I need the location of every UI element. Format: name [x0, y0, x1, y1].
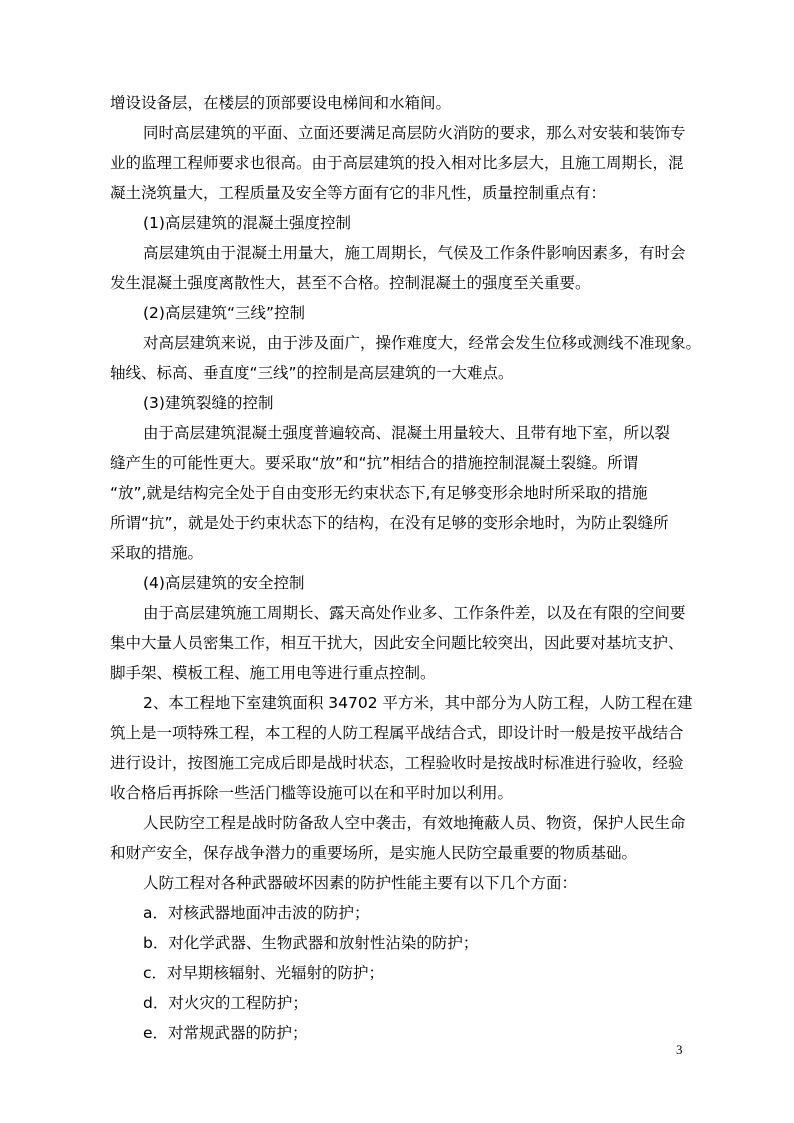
text-line: 收合格后再拆除一些活门槛等设施可以在和平时加以利用。 — [110, 784, 514, 802]
text-line: “放”,就是结构完全处于自由变形无约束状态下,有足够变形余地时所采取的措施 — [110, 484, 648, 502]
paragraph-start-line: 高层建筑由于混凝土用量大，施工周期长，气侯及工作条件影响因素多，有时会 — [143, 244, 686, 262]
list-item: d．对火灾的工程防护； — [143, 994, 308, 1012]
section-heading: (3)建筑裂缝的控制 — [143, 394, 274, 412]
paragraph-start-line: 对高层建筑来说，由于涉及面广，操作难度大，经常会发生位移或测线不准现象。 — [143, 334, 702, 352]
section-heading: (4)高层建筑的安全控制 — [143, 574, 305, 592]
text-line: 采取的措施。 — [110, 544, 204, 562]
text-line: 缝产生的可能性更大。要采取“放”和“抗”相结合的措施控制混凝土裂缝。所谓 — [110, 454, 639, 472]
text-line: 和财产安全，保存战争潜力的重要场所，是实施人民防空最重要的物质基础。 — [110, 844, 638, 862]
list-item: a．对核武器地面冲击波的防护； — [143, 904, 370, 922]
paragraph-start-line: 同时高层建筑的平面、立面还要满足高层防火消防的要求，那么对安装和装饰专 — [143, 124, 686, 142]
text-line: 脚手架、模板工程、施工用电等进行重点控制。 — [110, 664, 436, 682]
paragraph-start-line: 由于高层建筑施工周期长、露天高处作业多、工作条件差，以及在有限的空间要 — [143, 604, 686, 622]
paragraph-start-line: 人民防空工程是战时防备敌人空中袭击，有效地掩蔽人员、物资，保护人民生命 — [143, 814, 686, 832]
text-line: 筑上是一项特殊工程，本工程的人防工程属平战结合式，即设计时一般是按平战结合 — [110, 724, 684, 742]
paragraph-start-line: 人防工程对各种武器破坏因素的防护性能主要有以下几个方面： — [143, 874, 578, 892]
text-line: 轴线、标高、垂直度“三线”的控制是高层建筑的一大难点。 — [110, 364, 514, 382]
text-line: 业的监理工程师要求也很高。由于高层建筑的投入相对比多层大，且施工周期长，混 — [110, 154, 684, 172]
text-line: 进行设计，按图施工完成后即是战时状态，工程验收时是按战时标准进行验收，经验 — [110, 754, 684, 772]
section-heading: (1)高层建筑的混凝土强度控制 — [143, 214, 351, 232]
list-item: e．对常规武器的防护； — [143, 1024, 308, 1042]
list-item: b．对化学武器、生物武器和放射性沾染的防护； — [143, 934, 479, 952]
body-text — [110, 88, 710, 1048]
page-number: 3 — [676, 1042, 683, 1057]
paragraph-start-line: 2、本工程地下室建筑面积 34702 平方米，其中部分为人防工程，人防工程在建 — [143, 694, 693, 712]
text-line: 所谓“抗”，就是处于约束状态下的结构，在没有足够的变形余地时，为防止裂缝所 — [110, 514, 669, 532]
text-line: 发生混凝土强度离散性大，甚至不合格。控制混凝土的强度至关重要。 — [110, 274, 591, 292]
text-line: 集中大量人员密集工作，相互干扰大，因此安全问题比较突出，因此要对基坑支护、 — [110, 634, 684, 652]
section-heading: (2)高层建筑“三线”控制 — [143, 304, 306, 322]
list-item: c．对早期核辐射、光辐射的防护； — [143, 964, 385, 982]
text-line: 凝土浇筑量大，工程质量及安全等方面有它的非凡性，质量控制重点有： — [110, 184, 607, 202]
text-line: 增设设备层，在楼层的顶部要设电梯间和水箱间。 — [110, 94, 452, 112]
paragraph-start-line: 由于高层建筑混凝土强度普遍较高、混凝土用量较大、且带有地下室，所以裂 — [143, 424, 671, 442]
